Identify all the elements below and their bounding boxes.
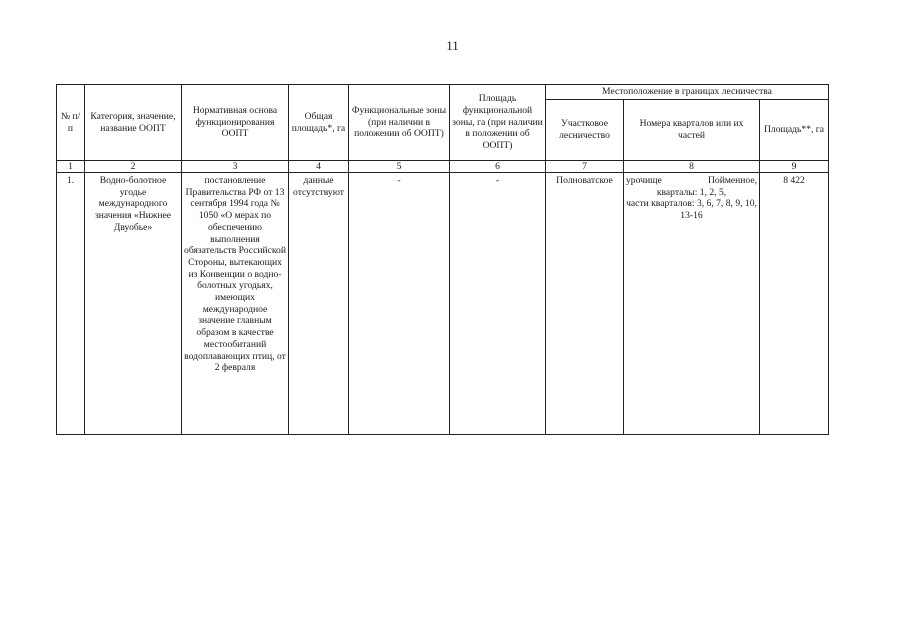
column-number: 2 (85, 161, 182, 173)
cell-area: 8 422 (760, 173, 829, 435)
column-number: 6 (450, 161, 546, 173)
cell-quarters (624, 173, 760, 435)
quarters-full: кварталы: 1, 2, 5, (656, 186, 727, 198)
quarters-partial: части кварталов: 3, 6, 7, 8, 9, 10, 13-16 (626, 198, 757, 222)
column-number: 5 (349, 161, 450, 173)
header-total-area: Общая площадь*, га (289, 85, 349, 161)
header-zone-area: Площадь функциональной зоны, га (при наличии в положении об ООПТ) (450, 85, 546, 161)
cell-category: Водно-болотное угодье международного значения «Нижнее Двуобье» (85, 173, 182, 435)
column-number: 8 (624, 161, 760, 173)
header-category: Категория, значение, название ООПТ (85, 85, 182, 161)
column-number: 9 (760, 161, 829, 173)
header-district: Участковое лесничество (546, 100, 624, 161)
cell-no: 1. (57, 173, 85, 435)
table-row (57, 173, 829, 435)
column-number: 1 (57, 161, 85, 173)
column-number-row (57, 161, 829, 173)
header-normative: Нормативная основа функционирования ООПТ (182, 85, 289, 161)
column-number: 4 (289, 161, 349, 173)
cell-normative: постановление Правительства РФ от 13 сентября 1994 года № 1050 «О мерах по обеспечению выполнения обязательств Российской Стороны, вытекающих из Конвенции о водно-болотных угодьях, имеющих международное значение главным образом в качестве местообитаний водоплавающих птиц, от 2 февраля (182, 173, 289, 435)
cell-zone-area: - (450, 173, 546, 435)
header-zones: Функциональные зоны (при наличии в положении об ООПТ) (349, 85, 450, 161)
oopt-table (56, 84, 829, 435)
cell-district: Полноватское (546, 173, 624, 435)
header-location-group: Местоположение в границах лесничества (546, 85, 829, 100)
tract-line (626, 175, 757, 187)
header-area: Площадь**, га (760, 100, 829, 161)
column-number: 3 (182, 161, 289, 173)
header-no: № п/п (57, 85, 85, 161)
cell-zones: - (349, 173, 450, 435)
page-number: 11 (446, 38, 459, 53)
tract-label: урочище (626, 175, 662, 186)
tract-name: Пойменное, (707, 175, 757, 186)
header-quarters: Номера кварталов или их частей (624, 100, 760, 161)
column-number: 7 (546, 161, 624, 173)
cell-total-area: данные отсутствуют (289, 173, 349, 435)
